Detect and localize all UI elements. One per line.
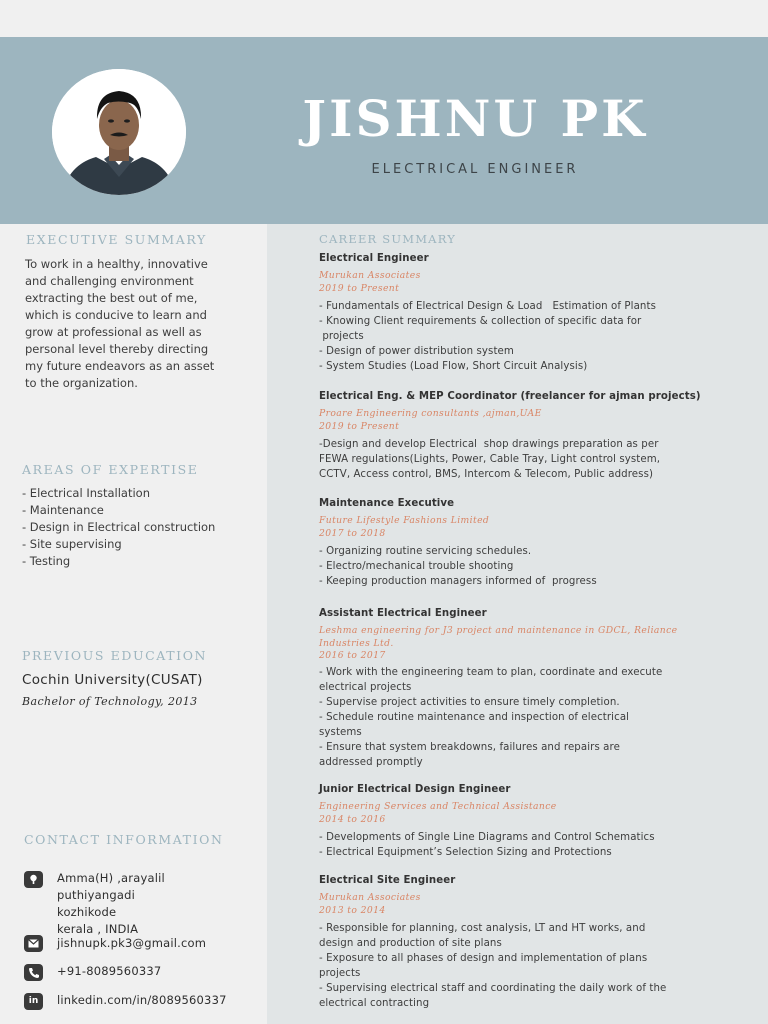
job-title: Assistant Electrical Engineer [319,608,487,619]
job-company: Future Lifestyle Fashions Limited [319,515,490,526]
job-entry [319,390,759,482]
job-title: Electrical Eng. & MEP Coordinator (freelancer for ajman projects) [319,391,701,402]
job-entry [319,874,759,1011]
job-point: - Supervising electrical staff and coordinating the daily work of the electrical contracting [319,983,667,1009]
job-title: Maintenance Executive [319,498,455,509]
candidate-name: JISHNU PK [302,89,648,148]
job-point: - Responsible for planning, cost analysis, LT and HT works, and design and production of site plans [319,923,646,949]
job-points [319,665,759,770]
expertise-item: - Design in Electrical construction [22,520,216,534]
job-dates: 2017 to 2018 [319,527,386,539]
job-point: - Supervise project activities to ensure timely completion. [319,696,620,708]
job-points [319,299,759,374]
linkedin-icon: in [24,993,43,1010]
job-points [319,544,759,589]
expertise-item: - Site supervising [22,537,122,551]
education-title: PREVIOUS EDUCATION [22,648,208,663]
expertise-item: - Electrical Installation [22,486,151,500]
expertise-list [22,485,215,570]
contact-title: CONTACT INFORMATION [24,832,224,847]
job-company: Murukan Associates [319,270,421,281]
location-icon [24,871,43,888]
resume-header [0,37,768,224]
right-column [267,224,768,1024]
job-dates: 2019 to Present [319,282,400,294]
job-entry [319,497,759,589]
expertise-item: - Maintenance [22,503,104,517]
job-entry [319,783,759,860]
job-dates: 2014 to 2016 [319,813,386,825]
job-title: Junior Electrical Design Engineer [319,784,511,795]
job-point: - Organizing routine servicing schedules. [319,546,532,557]
left-column [0,224,267,1024]
job-point: -Design and develop Electrical shop drawings preparation as per FEWA regulations(Lights, Power, Cable Tray, Light control system, CCTV, Access control, BMS, Intercom & Telecom, Public address) [319,439,661,480]
expertise-item: - Testing [22,554,71,568]
executive-summary-title: EXECUTIVE SUMMARY [26,232,207,247]
job-point: - Keeping production managers informed of progress [319,576,597,587]
job-title: Electrical Site Engineer [319,875,456,886]
job-points [319,830,759,860]
job-point: - Fundamentals of Electrical Design & Load Estimation of Plants [319,301,656,312]
job-company: Murukan Associates [319,892,421,903]
job-point: - Knowing Client requirements & collection of specific data for projects [319,316,642,342]
contact-phone[interactable]: +91-8089560337 [57,964,162,978]
job-point: - System Studies (Load Flow, Short Circuit Analysis) [319,361,588,372]
executive-summary-text: To work in a healthy, innovative and challenging environment extracting the best out of me, which is conducive to learn and grow at professional as well as personal level thereby directing my future endeavors as an asset to the organization. [25,257,215,390]
job-points [319,437,759,482]
job-company: Engineering Services and Technical Assistance [319,801,557,812]
profile-photo [52,69,186,195]
contact-email[interactable]: jishnupk.pk3@gmail.com [57,936,207,950]
job-title: Electrical Engineer [319,253,429,264]
job-points [319,921,759,1011]
job-point: - Schedule routine maintenance and inspection of electrical systems [319,711,630,738]
job-point: - Developments of Single Line Diagrams and Control Schematics [319,832,655,843]
education-degree: Bachelor of Technology, 2013 [22,695,198,708]
job-point: - Design of power distribution system [319,346,514,357]
job-entry [319,252,759,374]
phone-icon [24,964,43,981]
contact-address: Amma(H) ,arayalil puthiyangadi kozhikode kerala , INDIA [57,871,165,936]
contact-linkedin[interactable]: linkedin.com/in/8089560337 [57,993,227,1007]
education-school: Cochin University(CUSAT) [22,672,203,688]
candidate-role: ELECTRICAL ENGINEER [371,162,579,177]
job-point: - Electrical Equipment’s Selection Sizing and Protections [319,847,612,858]
job-dates: 2016 to 2017 [319,650,386,661]
expertise-title: AREAS OF EXPERTISE [22,462,199,477]
job-point: - Ensure that system breakdowns, failures and repairs are addressed promptly [319,741,620,768]
job-entry [319,607,759,770]
job-dates: 2019 to Present [319,420,400,432]
job-company: Leshma engineering for J3 project and maintenance in GDCL, Reliance Industries Ltd. [319,625,678,649]
job-point: - Exposure to all phases of design and implementation of plans projects [319,953,648,979]
career-summary-title: CAREER SUMMARY [319,232,456,246]
email-icon [24,935,43,952]
job-point: - Electro/mechanical trouble shooting [319,561,514,572]
job-dates: 2013 to 2014 [319,904,386,916]
job-company: Proare Engineering consultants ,ajman,UAE [319,408,542,419]
job-point: - Work with the engineering team to plan, coordinate and execute electrical projects [319,666,663,693]
